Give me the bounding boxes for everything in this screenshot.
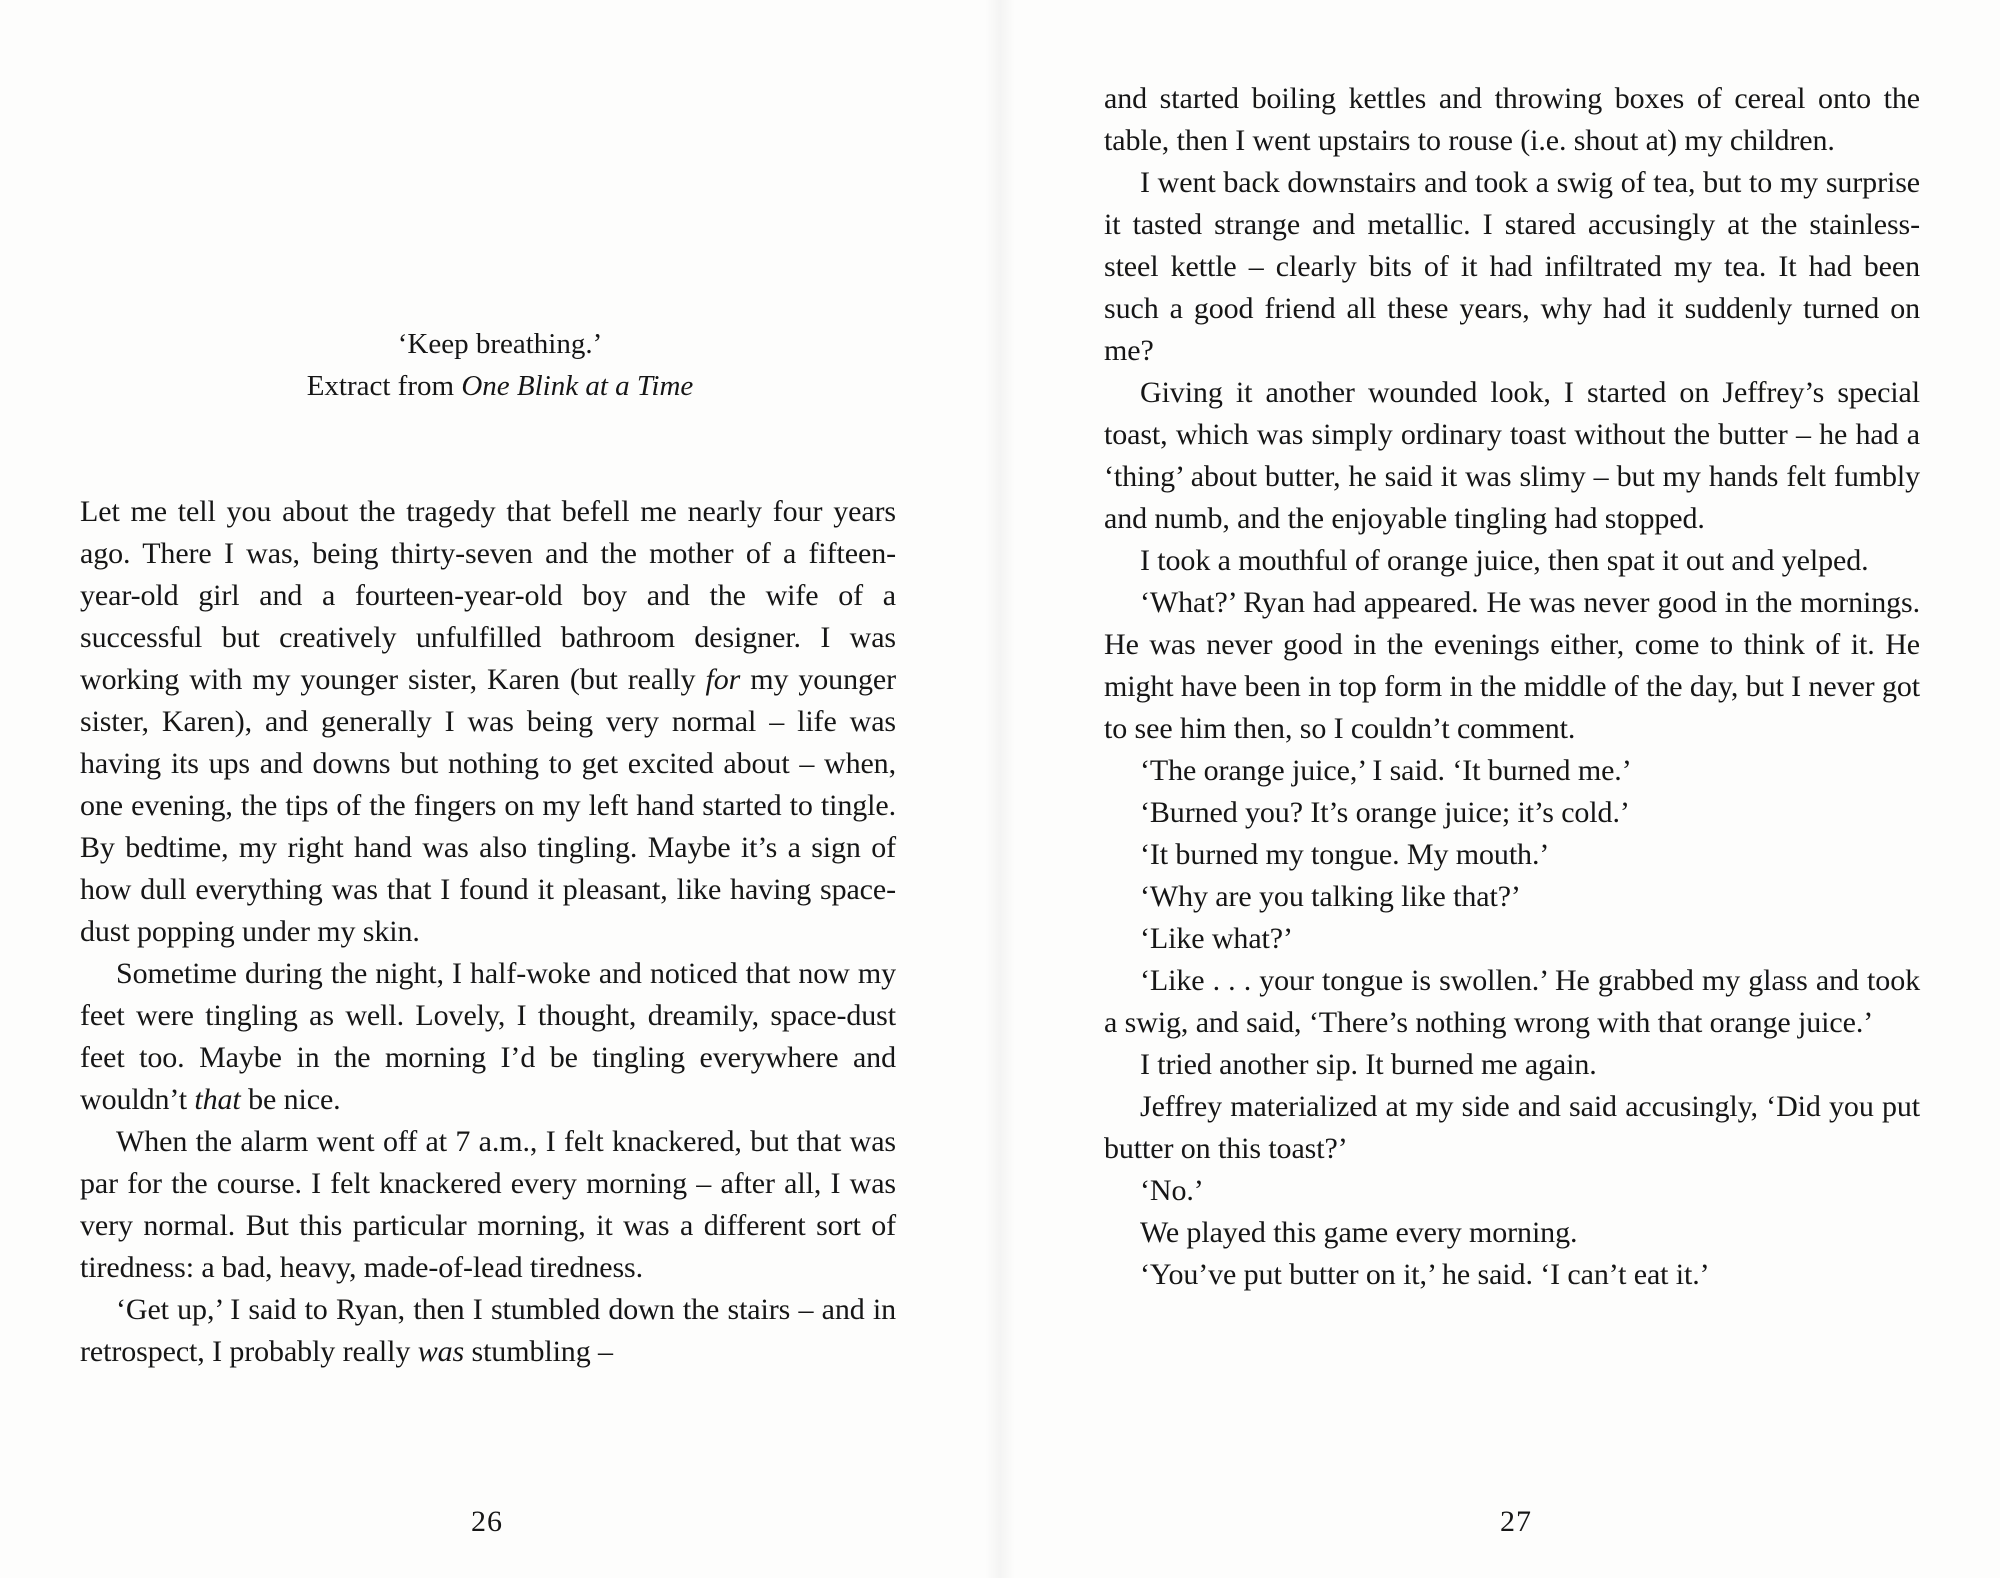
page-number: 27 (1500, 1505, 1532, 1538)
paragraph: Jeffrey materialized at my side and said accusingly, ‘Did you put butter on this toast?’ (1104, 1090, 1920, 1165)
paragraph: Let me tell you about the tragedy that befell me nearly four years ago. There I was, being thirty-seven and the mother of a fifteen-year-old girl and a fourteen-year-old boy and the wife of a successful but creatively unfulfilled bathroom designer. I was working with my younger sister, Karen (but really for my younger sister, Karen), and generally I was being very normal – life was having its ups and downs but nothing to get excited about – when, one evening, the tips of the fingers on my left hand started to tingle. By bedtime, my right hand was also tingling. Maybe it’s a sign of how dull everything was that I found it pleasant, like having space-dust popping under my skin. (80, 495, 896, 948)
right-page-body (1104, 78, 1920, 1296)
paragraph: and started boiling kettles and throwing boxes of cereal onto the table, then I went upstairs to rouse (i.e. shout at) my children. (1104, 82, 1920, 157)
paragraph: I went back downstairs and took a swig of tea, but to my surprise it tasted strange and metallic. I stared accusingly at the stainless-steel kettle – clearly bits of it had infiltrated my tea. It had been such a good friend all these years, why had it suddenly turned on me? (1104, 166, 1920, 367)
paragraph: ‘What?’ Ryan had appeared. He was never good in the mornings. He was never good in the evenings either, come to think of it. He might have been in top form in the middle of the day, but I never got to see him then, so I couldn’t comment. (1104, 586, 1920, 745)
paragraph: ‘You’ve put butter on it,’ he said. ‘I can’t eat it.’ (1140, 1258, 1710, 1291)
paragraph: ‘The orange juice,’ I said. ‘It burned me.’ (1140, 754, 1632, 787)
left-page-body (80, 491, 896, 1373)
book-title: One Blink at a Time (461, 370, 694, 402)
paragraph: ‘Like . . . your tongue is swollen.’ He grabbed my glass and took a swig, and said, ‘There’s nothing wrong with that orange juice.’ (1104, 964, 1920, 1039)
paragraph: ‘Get up,’ I said to Ryan, then I stumbled down the stairs – and in retrospect, I probably really was stumbling – (80, 1293, 896, 1368)
extract-prefix: Extract from (306, 370, 455, 402)
paragraph: ‘No.’ (1140, 1174, 1204, 1207)
paragraph: I tried another sip. It burned me again. (1140, 1048, 1597, 1081)
epigraph-quote: ‘Keep breathing.’ (397, 328, 603, 360)
page-number: 26 (471, 1505, 503, 1538)
paragraph: ‘Burned you? It’s orange juice; it’s cold.’ (1140, 796, 1630, 829)
paragraph: ‘Why are you talking like that?’ (1140, 880, 1521, 913)
paragraph: ‘It burned my tongue. My mouth.’ (1140, 838, 1550, 871)
paragraph: Giving it another wounded look, I started on Jeffrey’s special toast, which was simply ordinary toast without the butter – he had a ‘thing’ about butter, he said it was slimy – but my hands felt fumbly and numb, and the enjoyable tingling had stopped. (1104, 376, 1920, 535)
paragraph: ‘Like what?’ (1140, 922, 1293, 955)
extract-source (100, 365, 900, 407)
paragraph: Sometime during the night, I half-woke and noticed that now my feet were tingling as well. Lovely, I thought, dreamily, space-dust feet too. Maybe in the morning I’d be tingling everywhere and wouldn’t that be nice. (80, 957, 896, 1116)
right-page (1000, 0, 2000, 1578)
paragraph: I took a mouthful of orange juice, then spat it out and yelped. (1140, 544, 1869, 577)
paragraph: We played this game every morning. (1140, 1216, 1578, 1249)
paragraph: When the alarm went off at 7 a.m., I felt knackered, but that was par for the course. I felt knackered every morning – after all, I was very normal. But this particular morning, it was a different sort of tiredness: a bad, heavy, made-of-lead tiredness. (80, 1125, 896, 1284)
